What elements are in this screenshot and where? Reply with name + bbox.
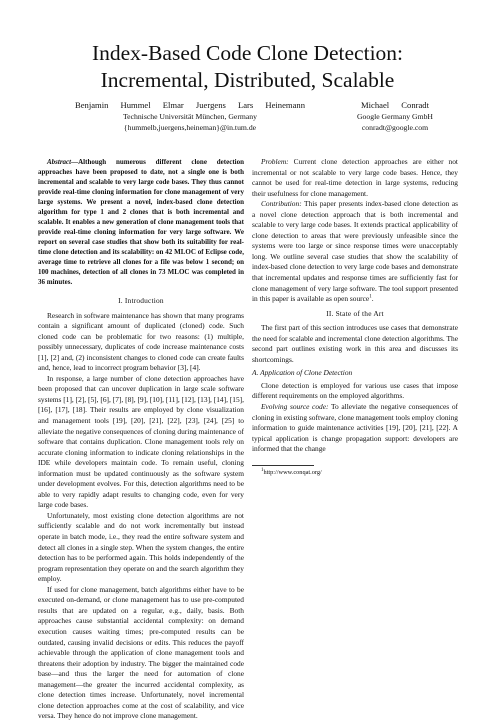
abstract-label: Abstract	[47, 158, 72, 166]
contribution-text: This paper presents index-based clone detection as a novel clone detection approach that is both incremental and scalable to very large code bases. It extends practical applicability of clone detection to areas that were previously unfeasible since the systems were too large or since response times were unacceptably long. We outline several case studies that show the scalability of index-based clone detection to very large code bases and demonstrate that incremental updates and response times are sufficiently fast for clone management of very large software. The tool support presented in this paper is available as open source	[252, 199, 458, 304]
affiliation: Google Germany GmbH	[356, 112, 433, 121]
author-block-left	[50, 99, 330, 133]
right-column	[252, 157, 458, 477]
title-line-2: Incremental, Distributed, Scalable	[100, 68, 395, 92]
evolving-label: Evolving source code:	[261, 402, 329, 412]
paragraph: In response, a large number of clone detection approaches have been proposed that can uncover duplication in large scale software systems [1], [2], [5], [6], [7], [8], [9], [10], [11], [12], [13], [14], [15], [16], [17], [18]. Their results are employed by clone visualization and management tools [19], [20], [21], [22], [23], [24], [25] to alleviate the negative consequences of cloning during maintenance of software that contains duplication. Clone management tools rely on accurate cloning information to indicate cloning relationships in the IDE while developers maintain code. To remain useful, cloning information must be updated continuously as the software system under development evolves. For this, detection algorithms need to be able to very rapidly adapt results to changing code, even for very large code bases.	[38, 373, 244, 510]
paper-title	[20, 40, 475, 94]
author-block-right	[330, 99, 460, 133]
contribution-label: Contribution:	[261, 199, 302, 209]
author-name: Michael Conradt	[361, 100, 429, 110]
subsection-heading: A. Application of Clone Detection	[252, 368, 353, 378]
title-line-1: Index-Based Code Clone Detection:	[91, 41, 404, 65]
left-column	[38, 157, 244, 722]
paragraph: Research in software maintenance has shown that many programs contain a significant amount of duplicated (cloned) code. Such cloned code can be problematic for two reasons: (1) multiple, possibly unnecessary, duplicates of code increase maintenance costs [1], [2] and, (2) inconsistent changes to cloned code can create faults and, hence, lead to incorrect program behavior [3], [4].	[38, 310, 244, 373]
author-emails: {hummelb,juergens,heineman}@in.tum.de	[123, 123, 257, 132]
paragraph: Clone detection is employed for various use cases that impose different requirements on the employed algorithms.	[252, 380, 458, 401]
paragraph: Unfortunately, most existing clone detection algorithms are not sufficiently scalable and do not work incrementally but instead operate in batch mode, i.e., they read the entire software system and detect all clones in a single step. When the system changes, the entire detection has to be performed again. This holds independently of the program representation they operate on and the search algorithm they employ.	[38, 510, 244, 584]
paragraph: The first part of this section introduces use cases that demonstrate the need for scalable and incremental clone detection algorithms. The second part outlines existing work in this area and discusses its shortcomings.	[252, 323, 458, 364]
abstract	[38, 157, 244, 287]
contribution-end: .	[371, 294, 374, 304]
section-heading-state-of-the-art: II. State of the Art	[326, 308, 384, 318]
contribution-paragraph	[252, 199, 458, 304]
footnote-ref: 1	[369, 294, 372, 300]
paragraph: If used for clone management, batch algorithms either have to be executed on-demand, or clone management has to use pre-computed results that are updated on a regular, e.g., daily, basis. Both approaches cause substantial accidental complexity: on demand execution causes waiting times; pre-computed results can be outdated, causing invalid decisions or edits. This reduces the payoff achievable through the application of clone management tools and threatens their adoption by industry. The bigger the maintained code base—and thus the larger the need for automation of clone management—the greater the incurred accidental complexity, as clone detection times increase. Unfortunately, novel incremental clone detection approaches come at the cost of scalability, and vice versa. They hence do not improve clone management.	[38, 584, 244, 721]
author-email: conradt@google.com	[361, 123, 429, 132]
author-names: Benjamin Hummel Elmar Juergens Lars Heinemann	[74, 100, 306, 110]
footnote-mark: 1	[261, 467, 264, 473]
evolving-text: To alleviate the negative consequences of cloning in existing software, clone management tools employ cloning information to guide maintenance activities [19], [20], [21], [22]. A typical application is change propagation support: developers are informed that the change	[252, 402, 458, 454]
affiliation: Technische Universität München, Germany	[123, 112, 257, 121]
problem-text: Current clone detection approaches are either not incremental or not scalable to very large code bases. Hence, they cannot be used for real-time detection in large systems, reducing their usefulness for clone management.	[252, 157, 458, 198]
footnote-divider	[252, 465, 314, 466]
footnote-url: http://www.conqat.org/	[263, 468, 322, 476]
problem-label: Problem:	[261, 157, 289, 166]
abstract-text: —Although numerous different clone detection approaches have been proposed to date, not a single one is both incremental and scalable to very large code bases. They thus cannot provide real-time cloning information for clone management of very large systems. We present a novel, index-based clone detection algorithm for type 1 and 2 clones that is both incremental and scalable. It enables a new generation of clone management tools that provide real-time cloning information for very large software. We report on several case studies that show both its suitability for real-time clone detection and its scalability: on 42 MLOC of Eclipse code, average time to retrieve all clones for a file was below 1 second; on 100 machines, detection of all clones in 73 MLOC was completed in 36 minutes.	[38, 158, 244, 286]
evolving-paragraph	[252, 402, 458, 455]
footnote	[252, 468, 458, 477]
section-heading-introduction: I. Introduction	[118, 296, 164, 305]
problem-paragraph	[252, 157, 458, 199]
